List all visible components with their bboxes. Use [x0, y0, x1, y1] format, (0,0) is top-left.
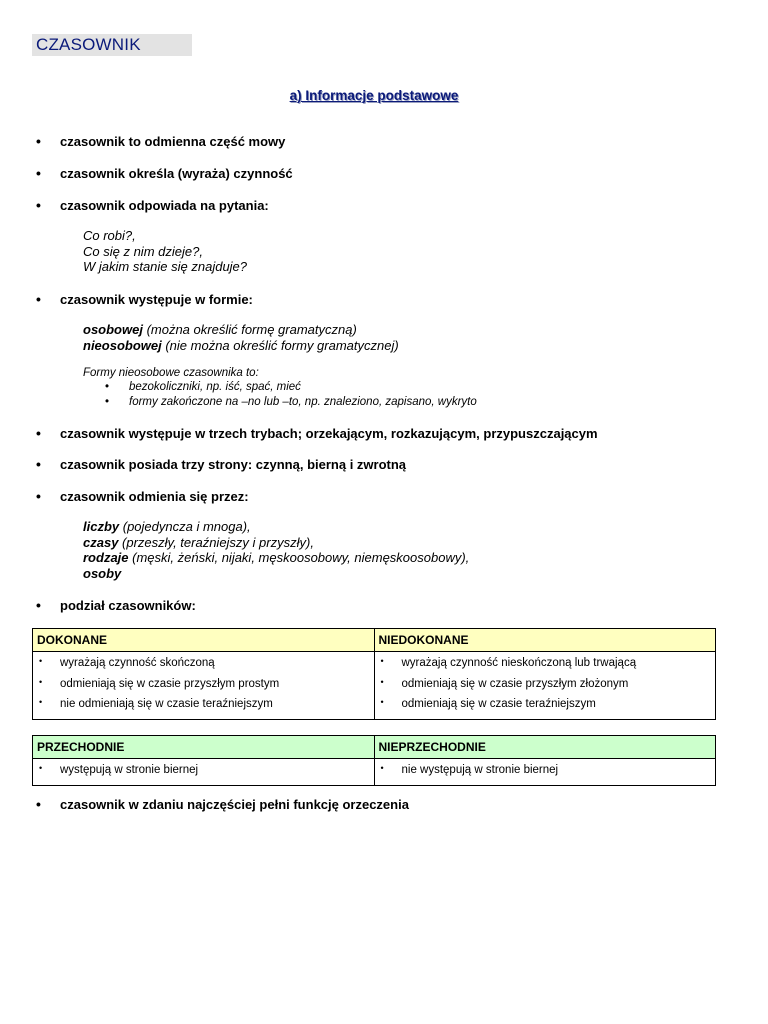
bullet-text: czasownik występuje w formie:	[60, 292, 253, 307]
bullet-text: czasownik odpowiada na pytania:	[60, 198, 269, 213]
inflection-persons: osoby	[83, 565, 122, 581]
bullet-text: czasownik to odmienna część mowy	[60, 134, 286, 149]
bullet-dot-icon: •	[36, 456, 41, 472]
inflection-tenses: czasy (przeszły, teraźniejszy i przyszły),	[83, 534, 314, 550]
list-item: • odmieniają się w czasie przyszłym złożonym	[380, 676, 629, 690]
form-impersonal: nieosobowej (nie można określić formy gramatycznej)	[83, 337, 399, 353]
bullet-text: podział czasowników:	[60, 598, 196, 613]
table-cell	[374, 652, 716, 720]
bullet-dot-icon: •	[36, 165, 41, 181]
forms-block	[83, 322, 399, 353]
list-item: • wyrażają czynność nieskończoną lub trwającą	[380, 656, 637, 669]
bullet-text: czasownik określa (wyraża) czynność	[60, 166, 293, 181]
table-header-dokonane: DOKONANE	[33, 629, 375, 652]
table-header-niedokonane: NIEDOKONANE	[374, 629, 716, 652]
bullet-text: czasownik występuje w trzech trybach; orzekającym, rozkazującym, przypuszczającym	[60, 426, 598, 441]
list-item: • nie odmieniają się w czasie teraźniejszym	[39, 697, 273, 710]
table-cell	[33, 759, 375, 786]
list-item: • wyrażają czynność skończoną	[39, 656, 215, 669]
list-item: • występują w stronie biernej	[39, 763, 199, 776]
questions-block	[83, 228, 247, 275]
inflection-genders: rodzaje (męski, żeński, nijaki, męskoosobowy, niemęskoosobowy),	[83, 550, 470, 565]
bullet-dot-icon: •	[36, 197, 41, 213]
form-personal: osobowej (można określić formę gramatyczną)	[83, 322, 357, 337]
table-cell	[374, 759, 716, 786]
bullet-text: czasownik posiada trzy strony: czynną, bierną i zwrotną	[60, 457, 407, 472]
bullet-text: czasownik w zdaniu najczęściej pełni funkcję orzeczenia	[60, 797, 409, 812]
list-item: • nie występują w stronie biernej	[380, 763, 559, 776]
bullet-dot-icon: •	[36, 291, 41, 307]
table-header-nieprzechodnie: NIEPRZECHODNIE	[374, 736, 716, 759]
list-item: • odmieniają się w czasie teraźniejszym	[380, 697, 596, 710]
bullet-dot-icon: •	[36, 597, 41, 613]
impersonal-intro: Formy nieosobowe czasownika to:	[83, 367, 259, 379]
document-title: CZASOWNIK	[32, 34, 192, 56]
transitivity-table	[32, 735, 716, 786]
inflection-numbers: liczby (pojedyncza i mnoga),	[83, 519, 251, 534]
bullet-dot-icon: •	[36, 425, 41, 441]
list-item: • odmieniają się w czasie przyszłym prostym	[39, 676, 280, 690]
bullet-dot-icon: •	[36, 488, 41, 504]
question-line: W jakim stanie się znajduje?	[83, 259, 248, 274]
question-line: Co robi?,	[83, 228, 136, 243]
inflection-block	[83, 519, 469, 581]
bullet-dot-icon: •	[36, 133, 41, 149]
question-line: Co się z nim dzieje?,	[83, 243, 203, 259]
aspect-table	[32, 628, 716, 720]
section-subtitle: a) Informacje podstawowe	[289, 88, 459, 103]
table-header-przechodnie: PRZECHODNIE	[33, 736, 375, 759]
bullet-text: czasownik odmienia się przez:	[60, 489, 249, 504]
table-cell	[33, 652, 375, 720]
bullet-dot-icon: •	[36, 796, 41, 812]
